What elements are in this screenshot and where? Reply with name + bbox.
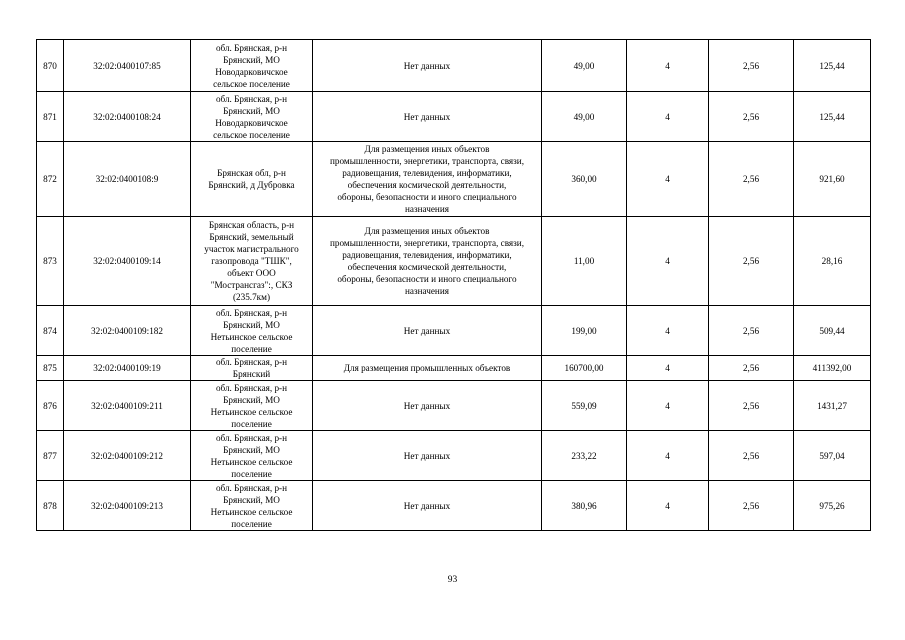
permitted-use-cell: Нет данных xyxy=(313,481,542,531)
table-row xyxy=(37,217,871,306)
table-row xyxy=(37,431,871,481)
table-row xyxy=(37,142,871,217)
cadastral-number: 32:02:0400108:24 xyxy=(64,92,191,142)
rate-cell: 2,56 xyxy=(709,217,794,306)
address-cell: обл. Брянская, р-н Брянский, МО Новодарковичское сельское поселение xyxy=(191,40,313,92)
rate-cell: 2,56 xyxy=(709,481,794,531)
area-cell: 49,00 xyxy=(542,92,627,142)
cadastral-number: 32:02:0400109:19 xyxy=(64,356,191,381)
address-cell: обл. Брянская, р-н Брянский, МО Новодарковичское сельское поселение xyxy=(191,92,313,142)
permitted-use-cell: Нет данных xyxy=(313,92,542,142)
land-plots-table xyxy=(36,39,871,531)
amount-cell: 975,26 xyxy=(794,481,871,531)
area-cell: 380,96 xyxy=(542,481,627,531)
coefficient-cell: 4 xyxy=(627,306,709,356)
rate-cell: 2,56 xyxy=(709,92,794,142)
permitted-use-cell: Нет данных xyxy=(313,40,542,92)
coefficient-cell: 4 xyxy=(627,217,709,306)
cadastral-number: 32:02:0400109:212 xyxy=(64,431,191,481)
row-number: 870 xyxy=(37,40,64,92)
coefficient-cell: 4 xyxy=(627,142,709,217)
permitted-use-cell: Нет данных xyxy=(313,431,542,481)
table-row xyxy=(37,356,871,381)
area-cell: 49,00 xyxy=(542,40,627,92)
amount-cell: 125,44 xyxy=(794,40,871,92)
area-cell: 559,09 xyxy=(542,381,627,431)
cadastral-number: 32:02:0400109:213 xyxy=(64,481,191,531)
coefficient-cell: 4 xyxy=(627,481,709,531)
address-cell: Брянская обл, р-н Брянский, д Дубровка xyxy=(191,142,313,217)
row-number: 871 xyxy=(37,92,64,142)
amount-cell: 411392,00 xyxy=(794,356,871,381)
cadastral-number: 32:02:0400109:182 xyxy=(64,306,191,356)
row-number: 876 xyxy=(37,381,64,431)
amount-cell: 597,04 xyxy=(794,431,871,481)
amount-cell: 921,60 xyxy=(794,142,871,217)
table-body xyxy=(37,40,871,531)
permitted-use-cell: Нет данных xyxy=(313,381,542,431)
permitted-use-cell: Для размещения промышленных объектов xyxy=(313,356,542,381)
coefficient-cell: 4 xyxy=(627,431,709,481)
amount-cell: 125,44 xyxy=(794,92,871,142)
cadastral-number: 32:02:0400107:85 xyxy=(64,40,191,92)
coefficient-cell: 4 xyxy=(627,356,709,381)
coefficient-cell: 4 xyxy=(627,40,709,92)
area-cell: 199,00 xyxy=(542,306,627,356)
table-row xyxy=(37,92,871,142)
address-cell: обл. Брянская, р-н Брянский, МО Нетьинское сельское поселение xyxy=(191,306,313,356)
cadastral-number: 32:02:0400109:14 xyxy=(64,217,191,306)
area-cell: 160700,00 xyxy=(542,356,627,381)
amount-cell: 1431,27 xyxy=(794,381,871,431)
area-cell: 11,00 xyxy=(542,217,627,306)
table-row xyxy=(37,381,871,431)
rate-cell: 2,56 xyxy=(709,356,794,381)
amount-cell: 509,44 xyxy=(794,306,871,356)
table-row xyxy=(37,481,871,531)
address-cell: обл. Брянская, р-н Брянский xyxy=(191,356,313,381)
row-number: 874 xyxy=(37,306,64,356)
row-number: 877 xyxy=(37,431,64,481)
page-number: 93 xyxy=(447,575,458,585)
rate-cell: 2,56 xyxy=(709,306,794,356)
row-number: 872 xyxy=(37,142,64,217)
coefficient-cell: 4 xyxy=(627,92,709,142)
rate-cell: 2,56 xyxy=(709,40,794,92)
address-cell: Брянская область, р-н Брянский, земельный участок магистрального газопровода "ТШК", объект ООО "Мострансгаз":, СКЗ (235.7км) xyxy=(191,217,313,306)
row-number: 873 xyxy=(37,217,64,306)
address-cell: обл. Брянская, р-н Брянский, МО Нетьинское сельское поселение xyxy=(191,481,313,531)
coefficient-cell: 4 xyxy=(627,381,709,431)
address-cell: обл. Брянская, р-н Брянский, МО Нетьинское сельское поселение xyxy=(191,381,313,431)
cadastral-number: 32:02:0400109:211 xyxy=(64,381,191,431)
table-row xyxy=(37,306,871,356)
address-cell: обл. Брянская, р-н Брянский, МО Нетьинское сельское поселение xyxy=(191,431,313,481)
permitted-use-cell: Для размещения иных объектов промышленности, энергетики, транспорта, связи, радиовещания, телевидения, информатики, обеспечения космической деятельности, обороны, безопасности и иного специального назначения xyxy=(313,142,542,217)
cadastral-number: 32:02:0400108:9 xyxy=(64,142,191,217)
permitted-use-cell: Нет данных xyxy=(313,306,542,356)
area-cell: 360,00 xyxy=(542,142,627,217)
row-number: 878 xyxy=(37,481,64,531)
row-number: 875 xyxy=(37,356,64,381)
rate-cell: 2,56 xyxy=(709,431,794,481)
amount-cell: 28,16 xyxy=(794,217,871,306)
rate-cell: 2,56 xyxy=(709,142,794,217)
area-cell: 233,22 xyxy=(542,431,627,481)
rate-cell: 2,56 xyxy=(709,381,794,431)
permitted-use-cell: Для размещения иных объектов промышленности, энергетики, транспорта, связи, радиовещания, телевидения, информатики, обеспечения космической деятельности, обороны, безопасности и иного специального назначения xyxy=(313,217,542,306)
table-row xyxy=(37,40,871,92)
